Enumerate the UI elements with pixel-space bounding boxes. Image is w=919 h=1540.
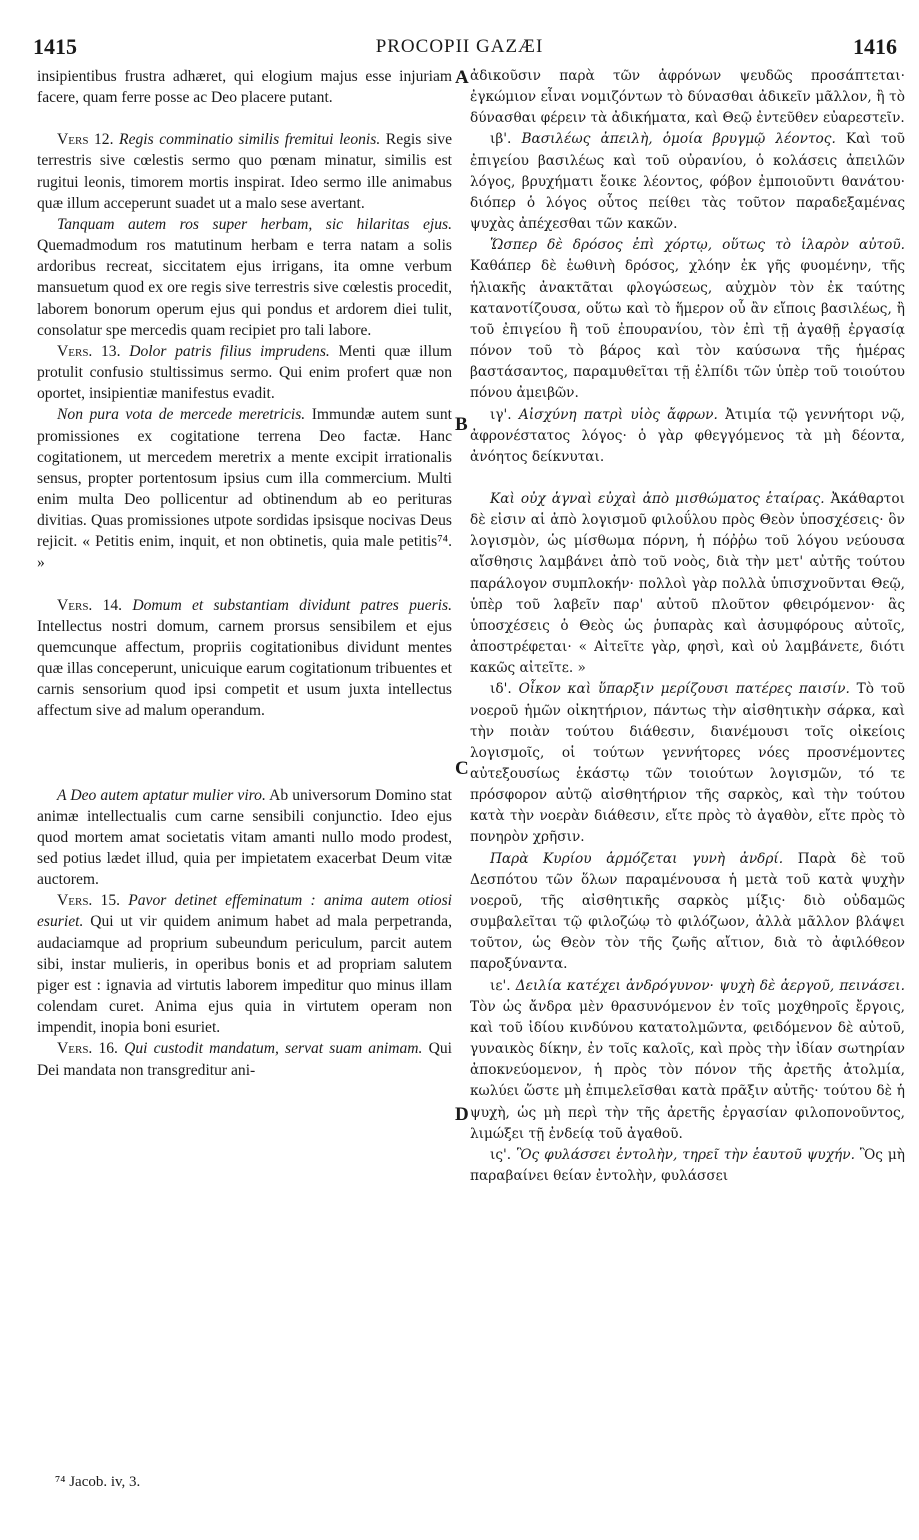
verse-commentary: Καθάπερ δὲ ἑωθινὴ δρόσος, χλόην ἐκ γῆς φυομένην, τῆς ἡλιακῆς ἀνακτᾶται φλογώσεως, αὐχμὸν τὸν ἐκ ταύτης κατανοτίζουσα, οὕτω καὶ τὸ ἥμερον οὗ ἂν εἴποις βασιλέως, ἢ τοῦ ἐπιγείου ἢ τοῦ ἐπουρανίου, τὸν ἐπὶ τῇ ἀγαθῇ ἐργασίᾳ πόνον τοῦ τὸ βάρος καὶ τὸν καύσωνα τῆς ἡμέρας βαστάσαντος, παραμυθεῖται τῇ ἐλπίδι τῶν ὑπὲρ τοῦ τοιούτου πόνου ἀμειβῶν. — [470, 258, 905, 402]
verse-lemma: Tanquam autem ros super herbam, sic hilaritas ejus. — [57, 215, 452, 233]
verse-number: ις'. — [490, 1146, 512, 1163]
verse-label: Vers. 16. — [57, 1040, 118, 1058]
latin-verse-16 — [37, 1038, 452, 1080]
margin-marker-a: A — [455, 67, 469, 88]
latin-non-pura — [37, 404, 452, 573]
margin-marker-c: C — [455, 758, 469, 779]
verse-label: Vers. 14. — [57, 596, 123, 614]
verse-number: ιγ'. — [490, 406, 512, 423]
spacer — [470, 468, 905, 489]
verse-lemma: Ὥσπερ δὲ δρόσος ἐπὶ χόρτῳ, οὕτως τὸ ἱλαρὸν αὐτοῦ. — [490, 237, 905, 254]
verse-commentary: Παρὰ δὲ τοῦ Δεσπότου τῶν ὅλων παραμένουσα ἡ μετὰ τοῦ κατὰ ψυχὴν νοεροῦ, τῆς αἰσθητικῆς σαρκὸς μίξις· διὸ οὐδαμῶς συμβαλεῖται τῷ φιλοζώῳ τὸ φιλόζωον, ἀλλὰ μᾶλλον βλάψει τοῦτον, ὡς Θεὸν τὸν τῆς ζωῆς αἴτιον, διὰ τὸ ἀφιλόθεον παροξύναντα. — [470, 850, 906, 973]
verse-lemma: Καὶ οὐχ ἁγναὶ εὐχαὶ ἀπὸ μισθώματος ἑταίρας. — [490, 490, 825, 507]
greek-verse-12 — [470, 129, 905, 235]
verse-commentary: Qui ut vir quidem animum habet ad mala perpetranda, audaciamque ad proprium subeundum periculum, parcit autem sibi, instar mulieris, in operibus bonis et ad propriam salutem piger est : ignavia ad virtutis laborem impeditur quo minus illam colendam curet. Anima ejus quia in virtutem operam non impendit, inopia boni esuriet. — [37, 913, 452, 1037]
verse-commentary: Intellectus nostri domum, carnem prorsus sensibilem et ejus quemcunque affectum, propriis cogitationibus dividunt mentes quæ illas conceperunt, unicuique earum cogitationum tribuentes et carnis sensorium quod ipsi competit et usum juxta intellectus affectum sive ad malum operandum. — [37, 617, 452, 720]
right-page-number: 1416 — [853, 34, 897, 59]
greek-para-kyriou — [470, 849, 905, 976]
verse-lemma: Βασιλέως ἀπειλὴ, ὁμοία βρυγμῷ λέοντος. — [521, 131, 836, 148]
spacer — [37, 108, 452, 129]
running-title: PROCOPII GAZÆI — [375, 36, 544, 57]
verse-lemma: Παρὰ Κυρίου ἁρμόζεται γυνὴ ἀνδρί. — [490, 850, 784, 867]
greek-paragraph: ἀδικοῦσιν παρὰ τῶν ἀφρόνων ψευδῶς προσάπτεται· ἐγκώμιον εἶναι νομιζόντων τὸ δύνασθαι ἀδικεῖν μᾶλλον, ἢ τὸ δύνασθαι φέρειν τὰ ἀδικήματα, καὶ Θεῷ ἐντεῦθεν εὐαρεστεῖν. — [470, 68, 905, 127]
verse-commentary: Quemadmodum ros matutinum herbam e terra natam a solis ardoribus recreat, siccitatem ejus irrigans, ita omne verbum mansuetum quod ex ore regis sive terrestris sive cœlestis procedit, laborem bonorum operum ejus qui pondus et ardorem diei tulit, consolatur spe mercedis quam recipiet pro tali labore. — [37, 237, 452, 339]
greek-verse-13 — [470, 405, 905, 468]
latin-verse-12 — [37, 129, 452, 214]
verse-lemma: Regis comminatio similis fremitui leonis. — [119, 131, 381, 149]
verse-label: Vers. 15. — [57, 892, 121, 910]
greek-verse-16 — [470, 1145, 905, 1187]
verse-commentary: Immundæ autem sunt promissiones ex cogitatione terrena Deo factæ. Hanc cogitationem, ut mercedem meretrix a mente excipit irrationalis sensus, propter portentosum ipsius cum illa commercium. Multi enim multa Deo pollicentur ad obtinendum ab eo perituras divitias. Quas promissiones utpote sordidas ipsisque nocivas Deus rejicit. « Petitis enim, inquit, et non obtinetis, quia male petitis⁷⁴. » — [37, 406, 452, 572]
verse-label: Vers. 13. — [57, 342, 121, 360]
verse-lemma: Qui custodit mandatum, servat suam animam. — [124, 1040, 423, 1058]
verse-lemma: Ὃς φυλάσσει ἐντολὴν, τηρεῖ τὴν ἑαυτοῦ ψυχήν. — [516, 1146, 855, 1163]
footnote: ⁷⁴ Jacob. iv, 3. — [55, 1474, 141, 1490]
greek-column — [470, 66, 905, 1187]
verse-commentary: Τὸ τοῦ νοεροῦ ἡμῶν οἰκητήριον, πάντως τὴν αἰσθητικὴν σάρκα, καὶ τὴν ποιὰν τούτου διάθεσιν, διανέμουσι τοῖς οἰκείοις λογισμοῖς, οἱ τούτων γεννήτορες νόες προσνέμοντες αὐτεξουσίως ἑκάστῳ τῶν τοιούτων λογισμῶν, τό τε πρόσφορον αὐτῷ αἰσθητήριον τῆς σαρκὸς, καὶ τὴν τούτου κατὰ τὴν νοερὰν διάθεσιν, εἴτε πρὸς τὸ ἀγαθὸν, εἴτε πρὸς τὸ πονηρὸν χρῆσιν. — [470, 681, 906, 846]
verse-commentary: Regis sive terrestris sive cœlestis sermo quo pœnam minatur, similis est rugitui leonis, timorem mortis inspirat. Ideo sermo ille animabus quæ illum acceperunt suadet ut a malo sese avertant. — [37, 131, 452, 212]
verse-lemma: Δειλία κατέχει ἀνδρόγυνον· ψυχὴ δὲ ἀεργοῦ, πεινάσει. — [515, 977, 905, 994]
latin-verse-14 — [37, 595, 452, 722]
spacer — [37, 574, 452, 595]
verse-commentary: Καὶ τοῦ ἐπιγείου βασιλέως καὶ τοῦ οὐρανίου, ὁ κολάσεις ἀπειλῶν λόγος, βρυχήματι ἔοικε λέοντος, φόβον ἐμποιοῦντι θανάτου· διόπερ ὁ λόγος οὗτος πείθει τὰς τοῦτον παραδεξαμένας ψυχὰς ἀπέχεσθαι τῶν κακῶν. — [470, 131, 905, 233]
verse-lemma: A Deo autem aptatur mulier viro. — [57, 786, 266, 804]
verse-number: ιδ'. — [490, 681, 512, 698]
verse-number: ιε'. — [490, 977, 511, 994]
left-page-number: 1415 — [33, 34, 77, 59]
verse-lemma: Dolor patris filius imprudens. — [129, 342, 330, 360]
greek-kai-ouch — [470, 489, 905, 679]
verse-label: Vers 12. — [57, 131, 114, 149]
verse-commentary: Ἀτιμία τῷ γεννήτορι νῷ, ἀφρονέστατος λόγος· ὁ γὰρ φθεγγόμενος τὰ μὴ δέοντα, ἀνόητος δείκνυται. — [470, 406, 905, 465]
margin-marker-d: D — [455, 1104, 469, 1125]
latin-tanquam — [37, 214, 452, 341]
verse-lemma: Domum et substantiam dividunt patres pueris. — [132, 596, 452, 614]
verse-lemma: Pavor detinet effeminatum : anima autem otiosi esuriet. — [37, 892, 452, 931]
greek-hosper — [470, 235, 905, 404]
page-header — [0, 34, 919, 64]
verse-lemma: Οἶκον καὶ ὕπαρξιν μερίζουσι πατέρες παισίν. — [518, 681, 850, 698]
latin-paragraph: insipientibus frustra adhæret, qui elogium majus esse injuriam facere, quam ferre posse ac Deo placere putant. — [37, 68, 452, 107]
verse-number: ιβ'. — [490, 131, 512, 148]
latin-verse-15 — [37, 890, 452, 1038]
verse-commentary: Menti quæ illum protulit confusio stultissimus sermo. Qui enim profert quæ non oportet, insipientiæ manifestus evadit. — [37, 342, 452, 403]
greek-verse-15 — [470, 976, 905, 1145]
latin-verse-13 — [37, 341, 452, 404]
margin-marker-b: B — [455, 414, 468, 435]
verse-commentary: Τὸν ὡς ἄνδρα μὲν θρασυνόμενον ἐν τοῖς μοχθηροῖς ἔργοις, καὶ τοῦ ἰδίου κινδύνου κατατολμῶντα, φειδόμενον δὲ αὐτοῦ, γυναικὸς δίκην, ἐν τοῖς καλοῖς, καὶ πρὸς τὴν ἰδίαν σωτηρίαν ἀποκνεύομενον, ἡ πρὸς τὸν πόνον τῆς ἀρετῆς ἀτολμία, κωλύει ὥστε μὴ ἐπιμελεῖσθαι κατὰ πρᾶξιν αὐτῆς· τούτου δὲ ἡ ψυχὴ, ὡς μὴ περὶ τὴν τῆς ἀρετῆς ἐργασίαν φιλοπονοῦντος, λιμώξει τῇ ἐνδείᾳ τοῦ ἀγαθοῦ. — [470, 998, 905, 1142]
verse-lemma: Non pura vota de mercede meretricis. — [57, 406, 306, 424]
latin-a-deo — [37, 785, 452, 891]
verse-commentary: Ab universorum Domino stat animæ intellectualis cum carne sensibili conjunctio. Ideo ejus quod mortem amat societatis vitam amanti nullo modo prodest, sed potius lædet illud, quia per impietatem exacerbat Deum vitæ auctorem. — [37, 786, 452, 889]
spacer — [37, 722, 452, 785]
verse-commentary: Qui Dei mandata non transgreditur ani- — [37, 1040, 452, 1079]
greek-verse-14 — [470, 679, 905, 848]
verse-commentary: Ὃς μὴ παραβαίνει θείαν ἐντολὴν, φυλάσσει — [470, 1146, 905, 1184]
latin-column — [37, 66, 452, 1081]
verse-lemma: Αἰσχύνη πατρὶ υἱὸς ἄφρων. — [518, 406, 718, 423]
verse-commentary: Ἀκάθαρτοι δὲ εἰσιν αἱ ἀπὸ λογισμοῦ φιλοΰλου πρὸς Θεὸν ὑποσχέσεις· ὃν λογισμὸν, ὡς μίσθωμα πόρνη, ἡ πόῤῥω τοῦ λόγου νεύουσα αἴσθησις λαμβάνει ἀπὸ τοῦ νοὸς, διὰ τὴν μετ' αὐτῆς τούτου παράλογον συμπλοκήν· πολλοὶ γὰρ πολλὰ ὑπισχνοῦνται Θεῷ, ὑπὲρ τοῦ λαβεῖν παρ' αὐτοῦ πλοῦτον φθειρόμενον· ἃς ὑποσχέσεις ὁ Θεὸς ὡς ῥυπαρὰς καὶ ἀσυμφόρους αὐτοῖς, ἀποστρέφεται· « Αἰτεῖτε γὰρ, φησὶ, καὶ οὐ λαμβάνετε, διότι κακῶς αἰτεῖτε. » — [470, 490, 905, 677]
